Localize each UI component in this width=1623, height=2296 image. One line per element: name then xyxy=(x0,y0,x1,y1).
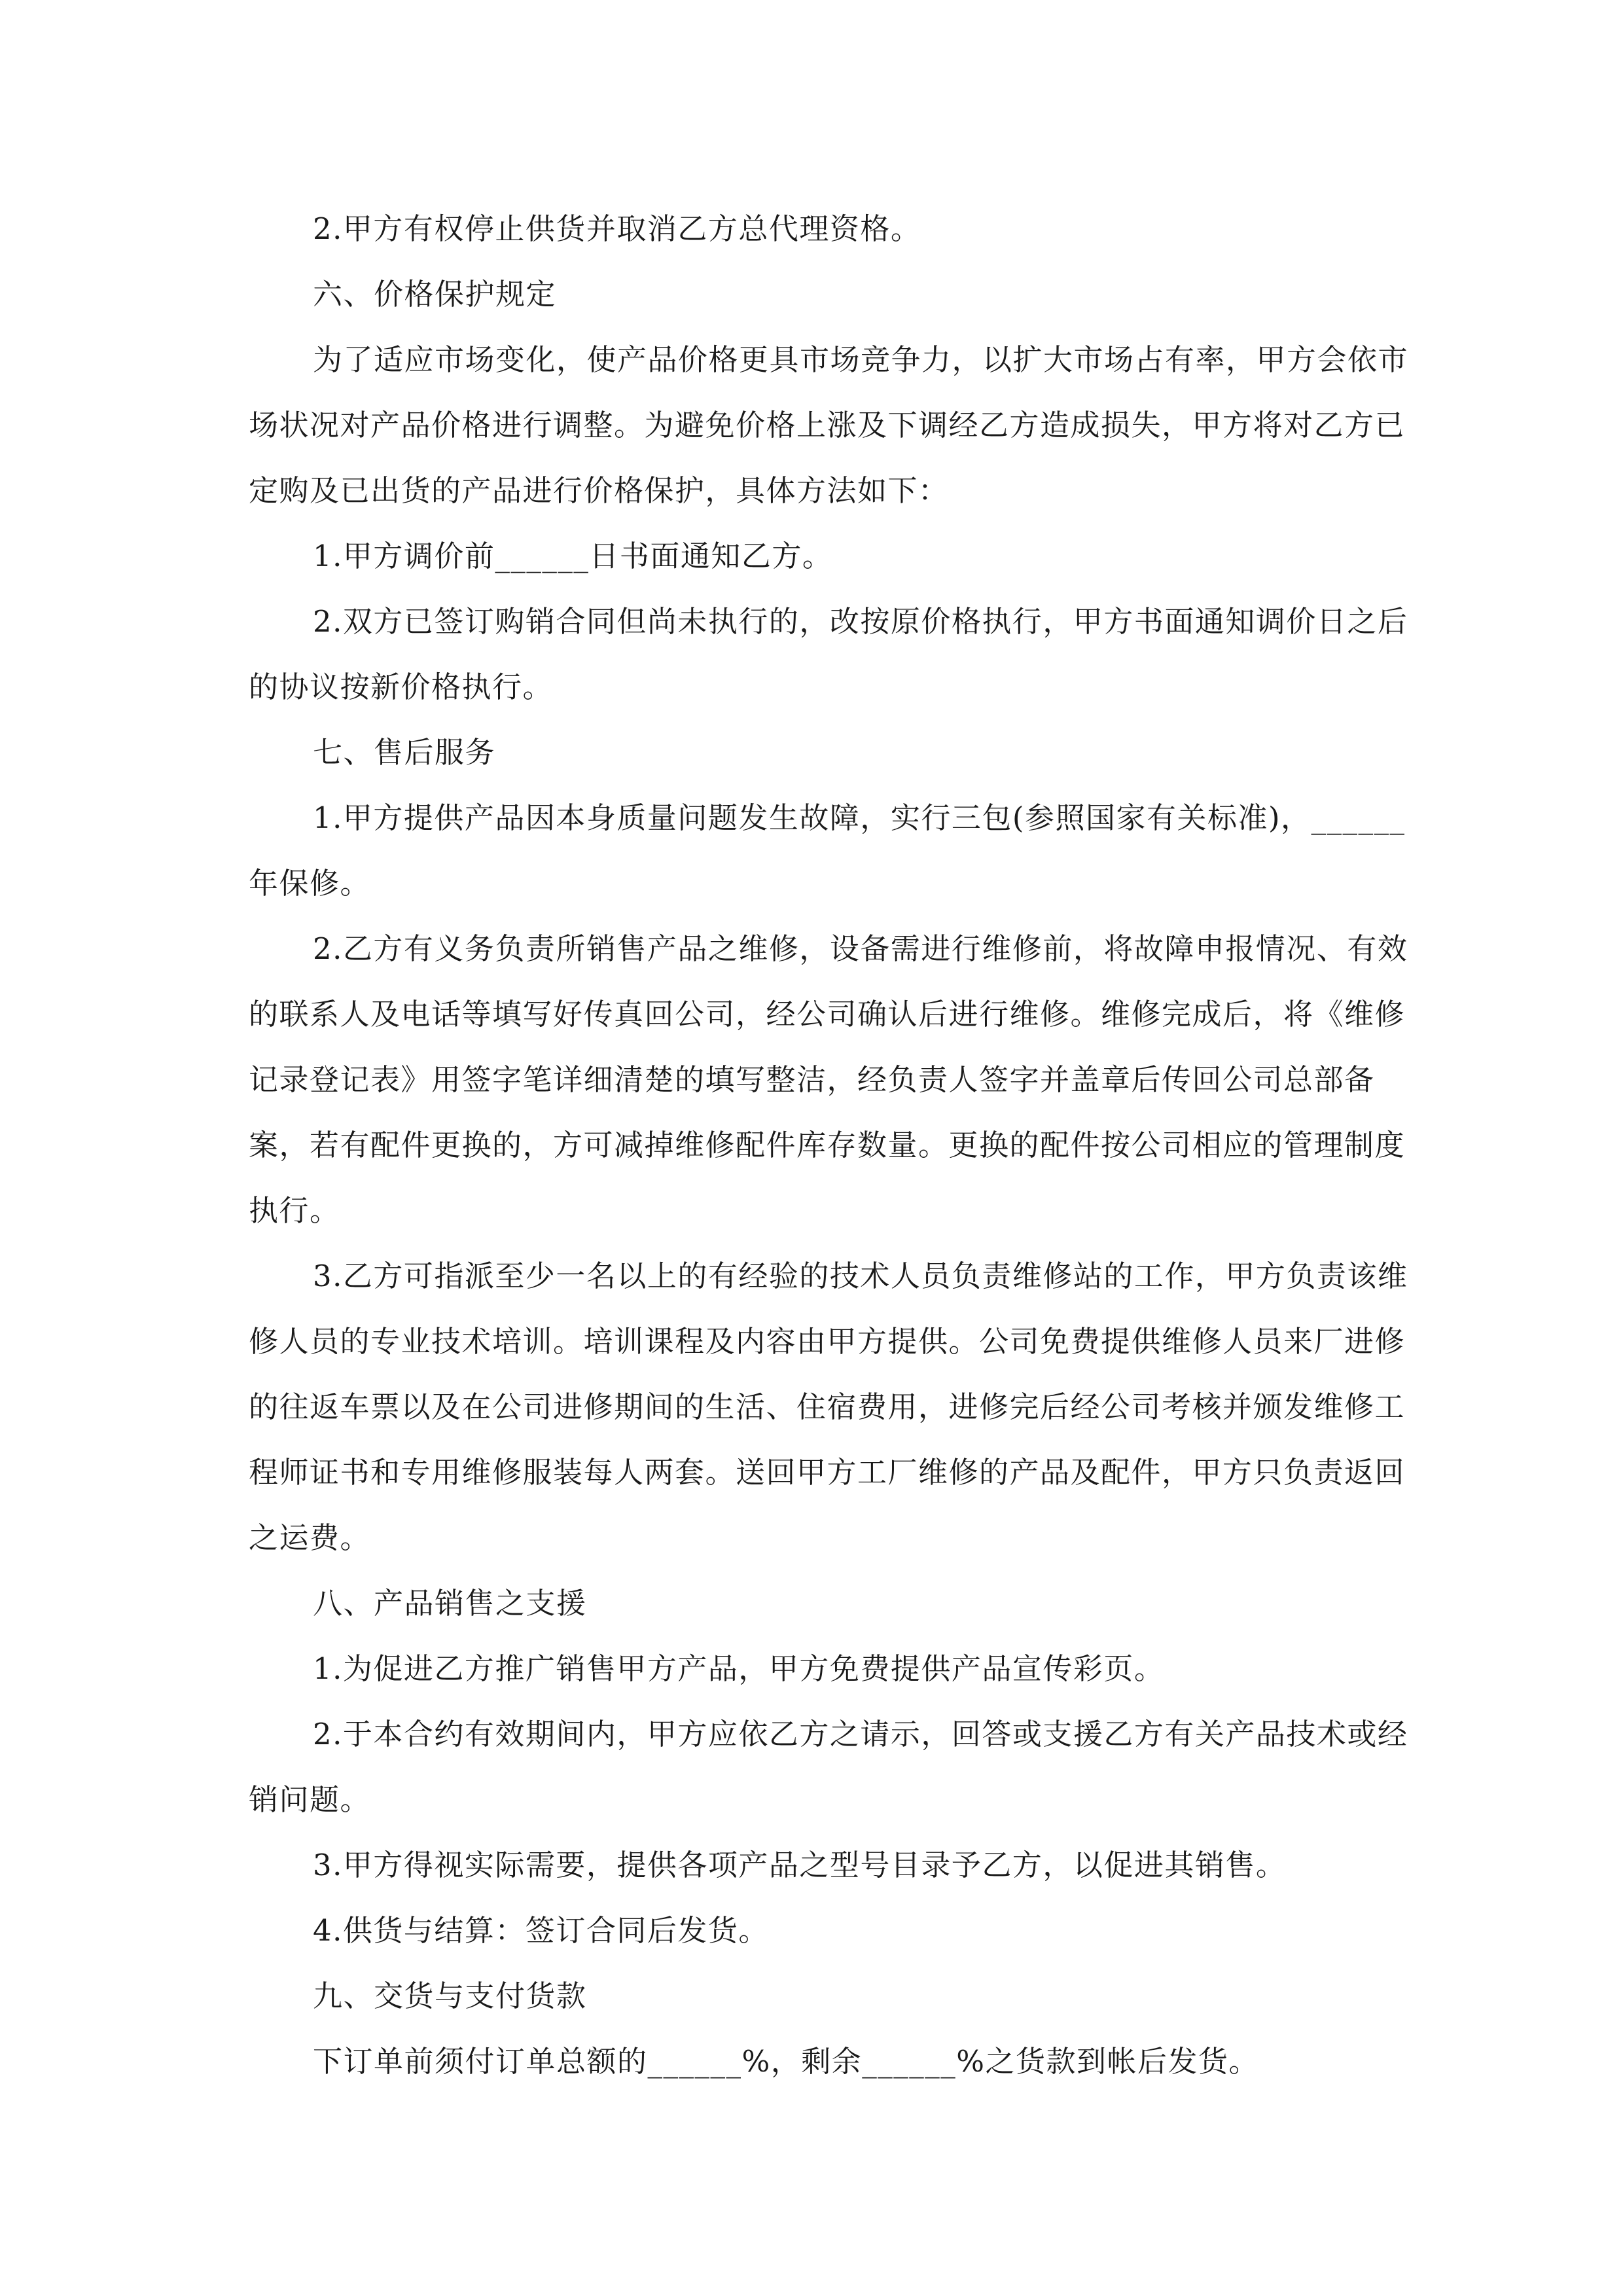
section-8-item-2: 2.于本合约有效期间内，甲方应依乙方之请示，回答或支援乙方有关产品技术或经销问题。 xyxy=(249,1717,1408,1817)
section-7-item-1: 1.甲方提供产品因本身质量问题发生故障，实行三包(参照国家有关标准)，______年保修。 xyxy=(249,800,1406,901)
section-6-item-2: 2.双方已签订购销合同但尚未执行的，改按原价格执行，甲方书面通知调价日之后的协议按新价格执行。 xyxy=(249,604,1408,704)
section-9-heading: 九、交货与支付货款 xyxy=(313,1979,587,2013)
clause-5-item-2: 2.甲方有权停止供货并取消乙方总代理资格。 xyxy=(313,211,921,246)
section-8-item-1: 1.为促进乙方推广销售甲方产品，甲方免费提供产品宣传彩页。 xyxy=(313,1651,1165,1686)
section-6-item-1: 1.甲方调价前______日书面通知乙方。 xyxy=(313,539,833,573)
section-6-intro: 为了适应市场变化，使产品价格更具市场竞争力，以扩大市场占有率，甲方会依市场状况对产品价格进行调整。为避免价格上涨及下调经乙方造成损失，甲方将对乙方已定购及已出货的产品进行价格保护，具体方法如下： xyxy=(249,342,1409,508)
section-7-item-2: 2.乙方有义务负责所销售产品之维修，设备需进行维修前，将故障申报情况、有效的联系人及电话等填写好传真回公司，经公司确认后进行维修。维修完成后，将《维修记录登记表》用签字笔详细清楚的填写整洁，经负责人签字并盖章后传回公司总部备案，若有配件更换的，方可减掉维修配件库存数量。更换的配件按公司相应的管理制度执行。 xyxy=(249,931,1408,1228)
section-8-item-3: 3.甲方得视实际需要，提供各项产品之型号目录予乙方，以促进其销售。 xyxy=(313,1848,1287,1882)
section-7-heading: 七、售后服务 xyxy=(313,735,496,770)
section-6-heading: 六、价格保护规定 xyxy=(313,277,557,312)
section-7-item-3: 3.乙方可指派至少一名以上的有经验的技术人员负责维修站的工作，甲方负责该维修人员的专业技术培训。培训课程及内容由甲方提供。公司免费提供维修人员来厂进修的往返车票以及在公司进修期间的生活、住宿费用，进修完后经公司考核并颁发维修工程师证书和专用维修服装每人两套。送回甲方工厂维修的产品及配件，甲方只负责返回之运费。 xyxy=(249,1259,1408,1555)
document-page xyxy=(249,196,1414,2094)
section-8-item-4: 4.供货与结算：签订合同后发货。 xyxy=(313,1913,769,1948)
section-8-heading: 八、产品销售之支援 xyxy=(313,1586,587,1621)
section-9-body: 下订单前须付订单总额的______%，剩余______%之货款到帐后发货。 xyxy=(313,2044,1260,2079)
